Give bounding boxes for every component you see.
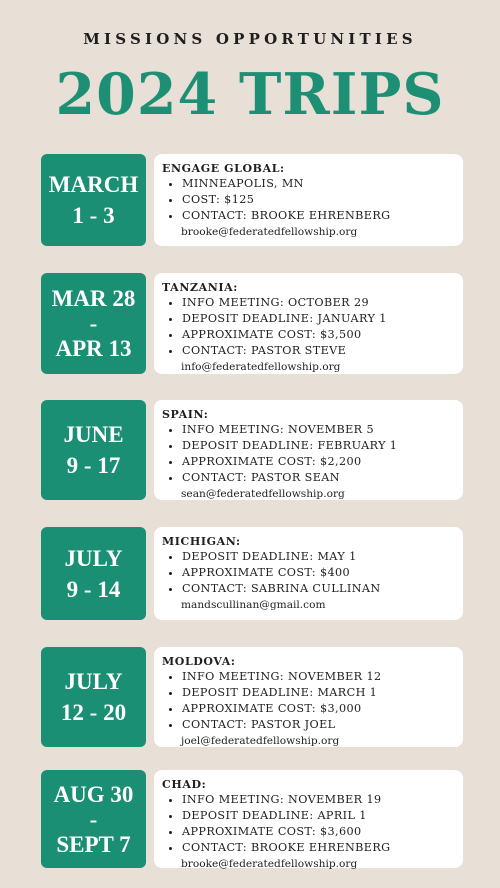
trip-detail-item: • MINNEAPOLIS, MN [182, 176, 455, 192]
trip-detail-item: • INFO MEETING: NOVEMBER 12 [182, 669, 455, 685]
trip-details-card [154, 400, 463, 500]
trip-destination: SPAIN: [162, 408, 209, 421]
trip-date-badge [41, 527, 146, 620]
trip-contact-email[interactable]: sean@federatedfellowship.org [181, 488, 345, 500]
trip-destination: CHAD: [162, 778, 207, 791]
trip-details-card [154, 770, 463, 868]
trip-detail-list [162, 422, 455, 486]
trip-date-line: JULY [64, 669, 123, 694]
trip-date-badge [41, 154, 146, 246]
trip-detail-item: • CONTACT: PASTOR STEVE [182, 343, 455, 359]
trip-detail-item: • INFO MEETING: NOVEMBER 5 [182, 422, 455, 438]
trip-entry [41, 273, 463, 374]
trip-destination: MOLDOVA: [162, 655, 236, 668]
trip-detail-item: • CONTACT: PASTOR JOEL [182, 717, 455, 733]
trip-detail-item: • CONTACT: BROOKE EHRENBERG [182, 840, 455, 856]
page-title: 2024 TRIPS [55, 61, 445, 128]
trip-entry [41, 400, 463, 500]
trip-detail-item: • APPROXIMATE COST: $400 [182, 565, 455, 581]
trip-date-line: - [89, 806, 98, 832]
trip-detail-item: • APPROXIMATE COST: $2,200 [182, 454, 455, 470]
trip-contact-email[interactable]: brooke@federatedfellowship.org [181, 226, 358, 238]
trip-detail-list [162, 295, 455, 359]
trip-detail-item: • INFO MEETING: NOVEMBER 19 [182, 792, 455, 808]
trip-detail-item: • INFO MEETING: OCTOBER 29 [182, 295, 455, 311]
trip-date-line: JUNE [63, 422, 124, 447]
trip-date-line: APR 13 [55, 336, 132, 361]
trip-detail-item: • CONTACT: SABRINA CULLINAN [182, 581, 455, 597]
trip-date-line: AUG 30 [53, 781, 134, 807]
page-subtitle: MISSIONS OPPORTUNITIES [83, 30, 417, 48]
trip-contact-email[interactable]: info@federatedfellowship.org [181, 361, 341, 373]
trip-date-line: MAR 28 [51, 286, 136, 311]
trip-date-badge [41, 273, 146, 374]
trip-detail-item: • DEPOSIT DEADLINE: FEBRUARY 1 [182, 438, 455, 454]
trip-detail-item: • APPROXIMATE COST: $3,500 [182, 327, 455, 343]
trip-detail-item: • CONTACT: PASTOR SEAN [182, 470, 455, 486]
trip-contact-email[interactable]: brooke@federatedfellowship.org [181, 858, 358, 870]
trip-date-badge [41, 770, 146, 868]
trip-date-line: 12 - 20 [60, 700, 127, 725]
trip-detail-list [162, 669, 455, 733]
trip-destination: TANZANIA: [162, 281, 238, 294]
trip-entry [41, 527, 463, 620]
trip-destination: ENGAGE GLOBAL: [162, 162, 285, 175]
trip-date-line: JULY [64, 545, 123, 571]
trip-details-card [154, 273, 463, 374]
trip-entry [41, 154, 463, 246]
trip-entry [41, 647, 463, 747]
trip-destination: MICHIGAN: [162, 535, 241, 548]
trip-date-line: MARCH [48, 172, 139, 197]
trip-date-line: 9 - 14 [66, 576, 121, 602]
trip-detail-item: • CONTACT: BROOKE EHRENBERG [182, 208, 455, 224]
trip-entry [41, 770, 463, 868]
trip-contact-email[interactable]: joel@federatedfellowship.org [181, 735, 340, 747]
trip-details-card [154, 154, 463, 246]
trip-date-badge [41, 647, 146, 747]
trip-detail-item: • APPROXIMATE COST: $3,000 [182, 701, 455, 717]
trip-detail-list [162, 176, 455, 224]
trip-contact-email[interactable]: mandscullinan@gmail.com [181, 599, 326, 611]
trip-detail-item: • DEPOSIT DEADLINE: APRIL 1 [182, 808, 455, 824]
trip-date-line: 1 - 3 [72, 203, 115, 228]
trip-details-card [154, 647, 463, 747]
trip-date-line: - [89, 311, 98, 336]
trip-detail-item: • DEPOSIT DEADLINE: MAY 1 [182, 549, 455, 565]
trip-detail-list [162, 549, 455, 597]
trip-detail-item: • APPROXIMATE COST: $3,600 [182, 824, 455, 840]
trip-detail-item: • DEPOSIT DEADLINE: JANUARY 1 [182, 311, 455, 327]
trip-date-line: 9 - 17 [66, 453, 121, 478]
trip-date-line: SEPT 7 [56, 831, 131, 857]
trip-date-badge [41, 400, 146, 500]
trip-detail-item: • DEPOSIT DEADLINE: MARCH 1 [182, 685, 455, 701]
trip-details-card [154, 527, 463, 620]
trip-detail-list [162, 792, 455, 856]
trip-detail-item: • COST: $125 [182, 192, 455, 208]
